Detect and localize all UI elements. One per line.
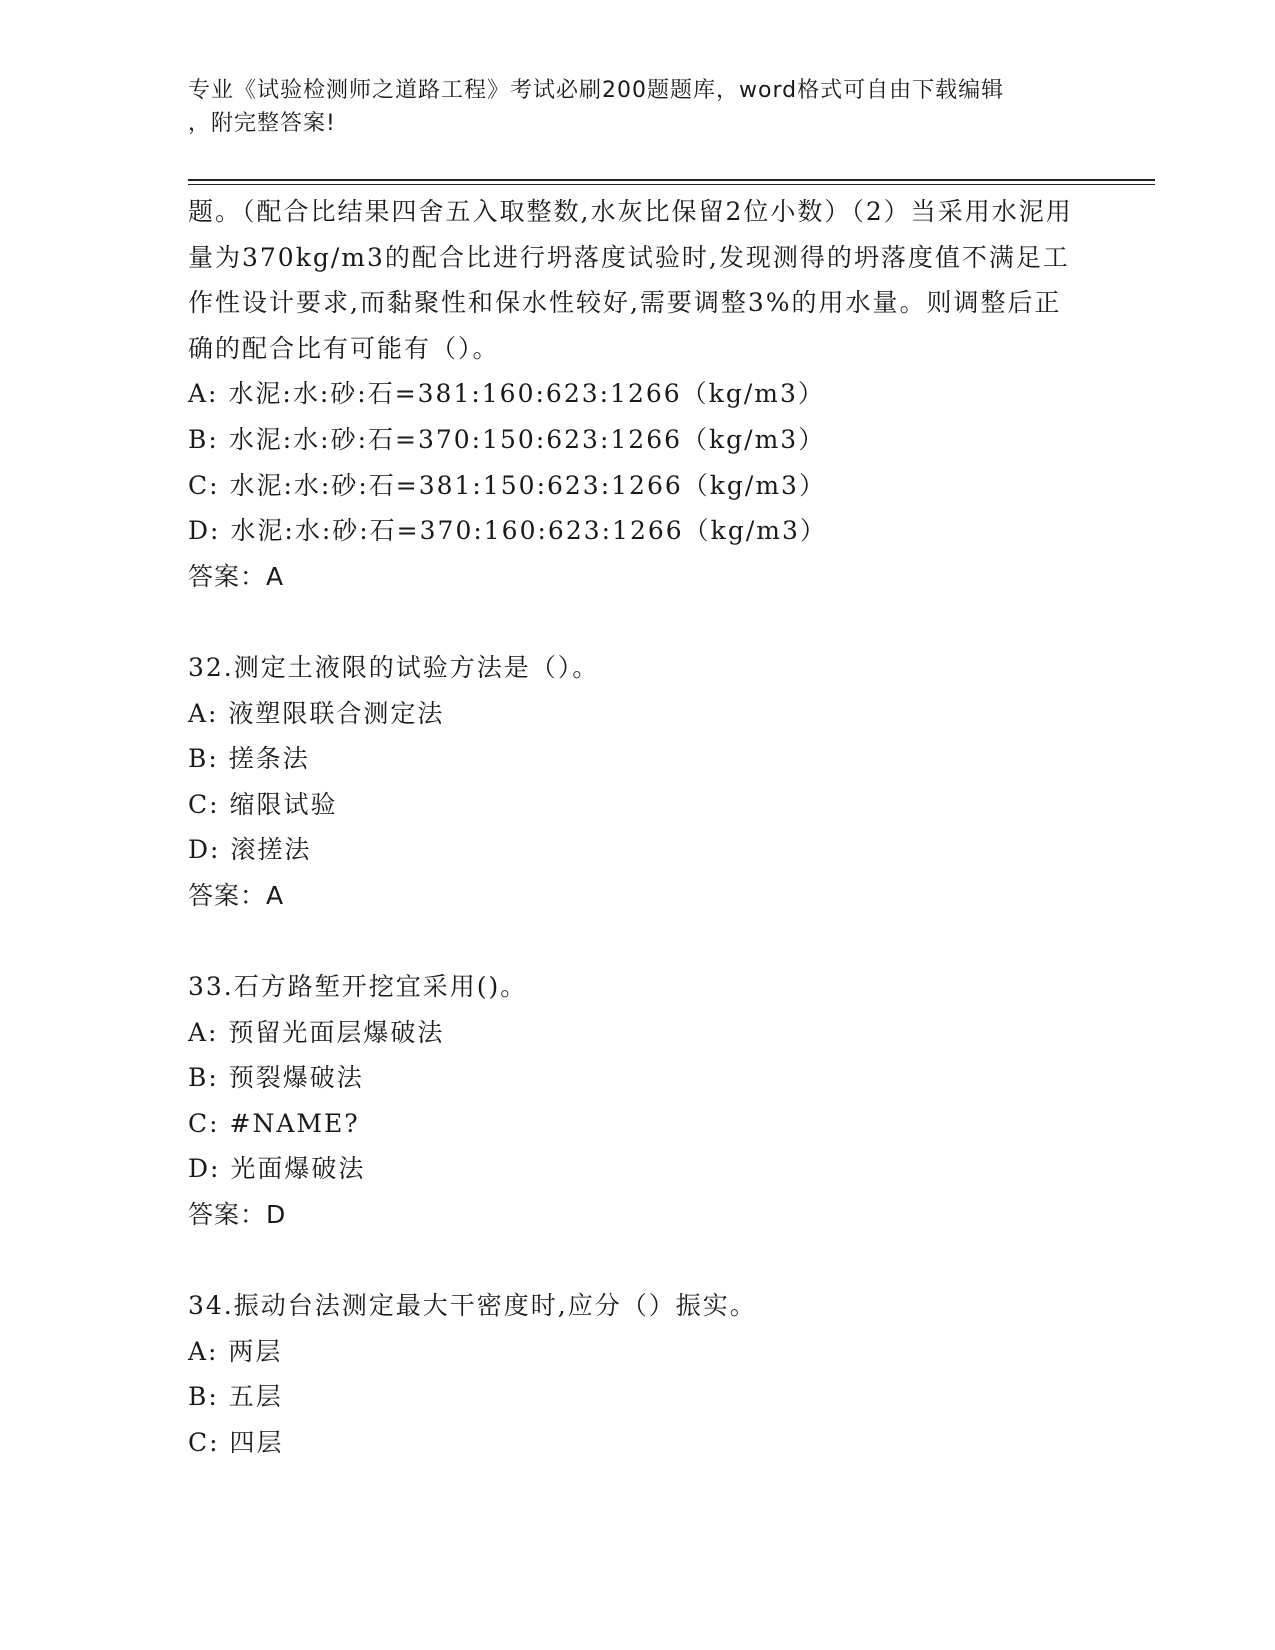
question-34: [188, 1283, 1078, 1465]
option-a: A: 液塑限联合测定法: [188, 698, 445, 728]
option-c: C: 水泥:水:砂:石=381:150:623:1266（kg/m3）: [188, 470, 826, 500]
header-divider-thick: [188, 179, 1155, 181]
question-spacer: [188, 599, 1078, 645]
document-header: [188, 74, 1068, 140]
question-32: [188, 645, 1078, 919]
option-b: B: 五层: [188, 1382, 283, 1412]
option-c: C: 四层: [188, 1428, 284, 1458]
question-stem: 32.测定土液限的试验方法是（）。: [188, 652, 600, 682]
option-c: C: 缩限试验: [188, 789, 338, 819]
question-31: [188, 189, 1078, 599]
option-d: D: 水泥:水:砂:石=370:160:623:1266（kg/m3）: [188, 516, 827, 546]
question-spacer: [188, 919, 1078, 965]
option-d: D: 滚搓法: [188, 835, 312, 865]
option-b: B: 水泥:水:砂:石=370:150:623:1266（kg/m3）: [188, 424, 826, 454]
question-stem: 题。（配合比结果四舍五入取整数,水灰比保留2位小数）（2）当采用水泥用量为370kg/m3的配合比进行坍落度试验时,发现测得的坍落度值不满足工作性设计要求,而黏聚性和保水性较好,需要调整3%的用水量。则调整后正确的配合比有可能有（）。: [188, 197, 1073, 363]
answer-line: 答案：A: [188, 561, 285, 591]
option-a: A: 水泥:水:砂:石=381:160:623:1266（kg/m3）: [188, 379, 825, 409]
header-divider-thin: [188, 184, 1155, 185]
answer-line: 答案：D: [188, 1200, 287, 1230]
option-b: B: 预裂爆破法: [188, 1063, 364, 1093]
option-a: A: 两层: [188, 1336, 283, 1366]
question-spacer: [188, 1238, 1078, 1284]
header-title-line-1: 专业《试验检测师之道路工程》考试必刷200题题库，word格式可自由下载编辑: [188, 78, 1005, 103]
answer-line: 答案：A: [188, 880, 285, 910]
document-body: [188, 189, 1078, 1466]
question-33: [188, 964, 1078, 1238]
option-c: C: #NAME?: [188, 1108, 360, 1138]
option-a: A: 预留光面层爆破法: [188, 1017, 445, 1047]
option-d: D: 光面爆破法: [188, 1154, 366, 1184]
question-stem: 33.石方路堑开挖宜采用()。: [188, 972, 528, 1002]
question-stem: 34.振动台法测定最大干密度时,应分（）振实。: [188, 1291, 757, 1321]
option-b: B: 搓条法: [188, 744, 310, 774]
header-title-line-2: ，附完整答案!: [188, 111, 336, 136]
